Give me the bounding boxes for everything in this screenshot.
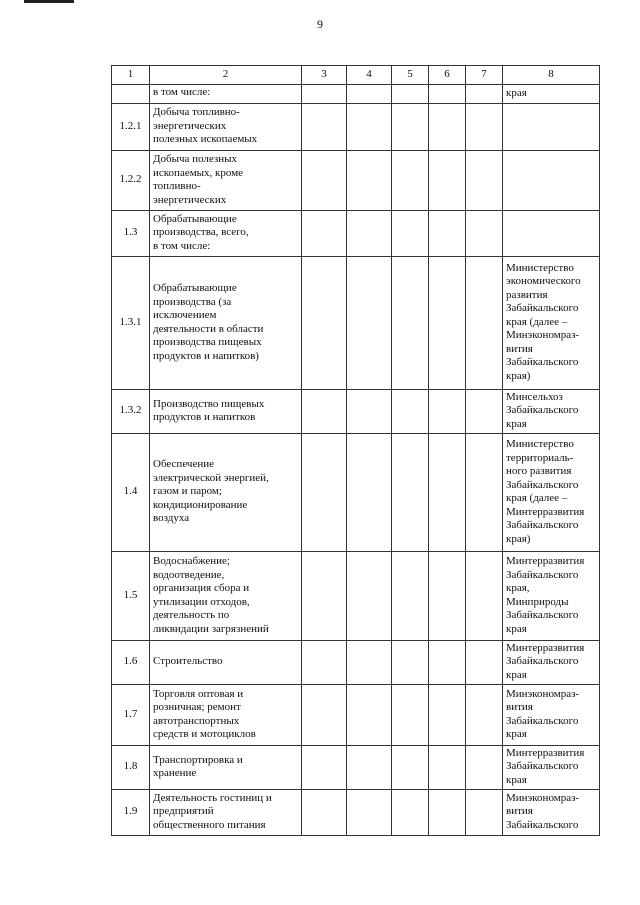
table-row: [112, 84, 600, 103]
header-cell: 7: [466, 66, 503, 85]
responsible-cell: [503, 150, 600, 210]
header-cell: 5: [392, 66, 429, 85]
value-cell: [466, 551, 503, 640]
value-cell: [392, 745, 429, 789]
value-cell: [429, 84, 466, 103]
table-row: [112, 389, 600, 433]
responsible-cell: Министерство территориаль- ного развития Забайкальского края (далее – Минтерразвития Забайкальского края): [503, 433, 600, 551]
value-cell: [347, 640, 392, 684]
value-cell: [347, 103, 392, 150]
table-row: [112, 210, 600, 256]
value-cell: [466, 210, 503, 256]
value-cell: [429, 210, 466, 256]
value-cell: [466, 745, 503, 789]
value-cell: [347, 210, 392, 256]
value-cell: [347, 389, 392, 433]
value-cell: [347, 745, 392, 789]
value-cell: [466, 150, 503, 210]
value-cell: [429, 150, 466, 210]
responsible-cell: Минэкономраз- вития Забайкальского края: [503, 684, 600, 745]
value-cell: [302, 789, 347, 835]
value-cell: [302, 745, 347, 789]
row-number: 1.3: [112, 210, 150, 256]
row-name: Деятельность гостиниц и предприятий общественного питания: [150, 789, 302, 835]
header-cell: 6: [429, 66, 466, 85]
responsible-cell: Минсельхоз Забайкальского края: [503, 389, 600, 433]
page-number: 9: [317, 17, 323, 31]
row-name: Строительство: [150, 640, 302, 684]
value-cell: [392, 433, 429, 551]
row-number: 1.2.2: [112, 150, 150, 210]
row-name: Добыча полезных ископаемых, кроме топливно- энергетических: [150, 150, 302, 210]
value-cell: [429, 389, 466, 433]
value-cell: [392, 789, 429, 835]
table-row: [112, 256, 600, 389]
value-cell: [302, 84, 347, 103]
value-cell: [302, 103, 347, 150]
row-name: Обеспечение электрической энергией, газом и паром; кондиционирование воздуха: [150, 433, 302, 551]
row-name: Обрабатывающие производства (за исключением деятельности в области производства пищевых продуктов и напитков): [150, 256, 302, 389]
value-cell: [302, 640, 347, 684]
value-cell: [466, 789, 503, 835]
table-row: [112, 433, 600, 551]
value-cell: [347, 150, 392, 210]
responsible-cell: Министерство экономического развития Забайкальского края (далее – Минэкономраз- вития Забайкальского края): [503, 256, 600, 389]
value-cell: [466, 389, 503, 433]
value-cell: [347, 789, 392, 835]
row-number: 1.3.1: [112, 256, 150, 389]
responsible-cell: [503, 103, 600, 150]
value-cell: [302, 389, 347, 433]
value-cell: [392, 684, 429, 745]
table-header-row: [112, 66, 600, 85]
value-cell: [466, 684, 503, 745]
corner-mark: [24, 0, 74, 3]
value-cell: [466, 103, 503, 150]
value-cell: [302, 551, 347, 640]
row-name: Торговля оптовая и розничная; ремонт автотранспортных средств и мотоциклов: [150, 684, 302, 745]
value-cell: [429, 640, 466, 684]
value-cell: [302, 433, 347, 551]
row-name: Добыча топливно- энергетических полезных ископаемых: [150, 103, 302, 150]
value-cell: [302, 684, 347, 745]
row-number: 1.4: [112, 433, 150, 551]
value-cell: [302, 150, 347, 210]
header-cell: 3: [302, 66, 347, 85]
value-cell: [392, 103, 429, 150]
value-cell: [392, 551, 429, 640]
table-row: [112, 745, 600, 789]
value-cell: [429, 684, 466, 745]
responsible-cell: [503, 210, 600, 256]
value-cell: [302, 256, 347, 389]
value-cell: [302, 210, 347, 256]
row-name: Обрабатывающие производства, всего, в том числе:: [150, 210, 302, 256]
value-cell: [392, 640, 429, 684]
header-cell: 8: [503, 66, 600, 85]
responsible-cell: Минтерразвития Забайкальского края, Минприроды Забайкальского края: [503, 551, 600, 640]
row-number: 1.9: [112, 789, 150, 835]
row-number: 1.2.1: [112, 103, 150, 150]
row-name: Производство пищевых продуктов и напитков: [150, 389, 302, 433]
row-number: [112, 84, 150, 103]
header-cell: 2: [150, 66, 302, 85]
table-row: [112, 103, 600, 150]
value-cell: [347, 433, 392, 551]
value-cell: [466, 84, 503, 103]
value-cell: [392, 84, 429, 103]
header-cell: 1: [112, 66, 150, 85]
responsible-cell: края: [503, 84, 600, 103]
value-cell: [347, 84, 392, 103]
row-number: 1.6: [112, 640, 150, 684]
header-cell: 4: [347, 66, 392, 85]
row-name: Водоснабжение; водоотведение, организация сбора и утилизации отходов, деятельность по ликвидации загрязнений: [150, 551, 302, 640]
table-row: [112, 684, 600, 745]
value-cell: [466, 640, 503, 684]
table-row: [112, 640, 600, 684]
value-cell: [347, 256, 392, 389]
responsible-cell: Минтерразвития Забайкальского края: [503, 745, 600, 789]
table-row: [112, 789, 600, 835]
value-cell: [429, 256, 466, 389]
value-cell: [392, 389, 429, 433]
value-cell: [392, 150, 429, 210]
value-cell: [466, 433, 503, 551]
row-number: 1.7: [112, 684, 150, 745]
table-row: [112, 150, 600, 210]
value-cell: [429, 103, 466, 150]
value-cell: [347, 684, 392, 745]
responsible-cell: Минтерразвития Забайкальского края: [503, 640, 600, 684]
indicators-table: [111, 65, 600, 836]
value-cell: [347, 551, 392, 640]
row-name: в том числе:: [150, 84, 302, 103]
row-name: Транспортировка и хранение: [150, 745, 302, 789]
value-cell: [466, 256, 503, 389]
value-cell: [392, 210, 429, 256]
value-cell: [429, 433, 466, 551]
value-cell: [429, 789, 466, 835]
row-number: 1.3.2: [112, 389, 150, 433]
value-cell: [429, 551, 466, 640]
responsible-cell: Минэкономраз- вития Забайкальского: [503, 789, 600, 835]
value-cell: [429, 745, 466, 789]
row-number: 1.8: [112, 745, 150, 789]
table-row: [112, 551, 600, 640]
row-number: 1.5: [112, 551, 150, 640]
value-cell: [392, 256, 429, 389]
